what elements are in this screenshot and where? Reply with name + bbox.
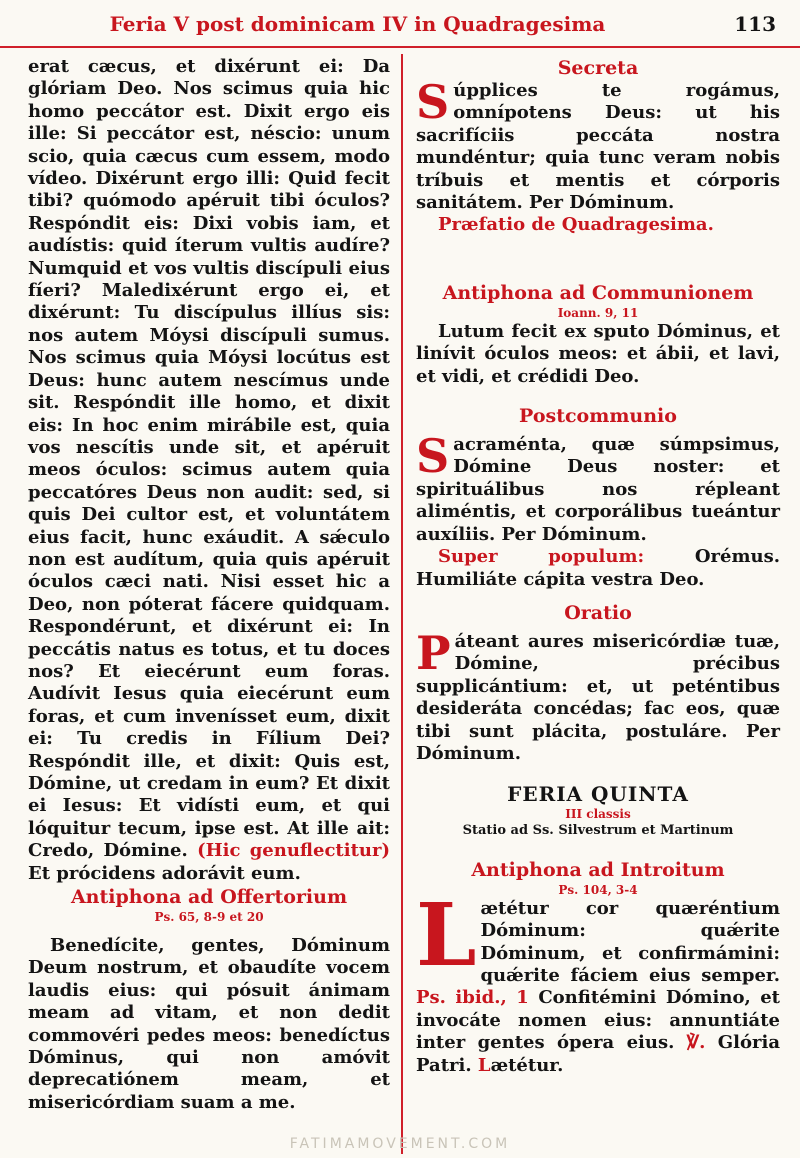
secreta-initial: S: [416, 75, 450, 129]
postcommunio-title: Postcommunio: [519, 405, 677, 428]
introit-initial: L: [416, 884, 477, 986]
feria-title: FERIA QUINTA: [507, 782, 689, 807]
classis: III classis: [565, 806, 631, 821]
right-column: [416, 56, 780, 1077]
offertory-title: Antiphona ad Offertorium: [70, 886, 348, 909]
oratio-initial: P: [416, 625, 451, 680]
postcommunio-initial: S: [416, 429, 450, 484]
communion-title: Antiphona ad Communionem: [442, 281, 754, 304]
secreta-title: Secreta: [557, 57, 639, 79]
page-number: 113: [734, 12, 776, 36]
introit-title: Antiphona ad Introitum: [471, 858, 725, 881]
column-divider: [401, 54, 403, 1154]
secreta-text: Súpplices te rogámus, omnípotens Deus: ut his sacrifíciis peccáta nostra mundéntur; quia tunc veram nobis tríbuis et mentis et córporis sanitátem. Per Dóminum.: [416, 75, 780, 214]
postcommunio-text: Sacraménta, quæ súmpsimus, Dómine Deus noster: et spirituálibus nos répleant aliméntis, et corporálibus tueántur auxíliis. Per Dóminum.: [416, 429, 780, 545]
offertory-ref: Ps. 65, 8-9 et 20: [154, 910, 264, 925]
communion-ref: Ioann. 9, 11: [557, 305, 639, 320]
introit-ref: Ps. 104, 3-4: [558, 882, 638, 897]
offertory-text: Benedícite, gentes, Dóminum Deum nostrum, et obaudíte vocem laudis eius: qui pósuit ánimam meam ad vitam, et non dedit commovéri pedes meos: benedíctus Dóminus, qui non amóvit deprecatiónem meam, et misericórdiam suam a me.: [28, 935, 390, 1113]
statio: Statio ad Ss. Silvestrum et Martinum: [462, 822, 734, 838]
introit-text: Lætétur cor quæréntium Dóminum: quǽrite Dóminum, et confirmámini: quǽrite fáciem eius semper. Ps. ibid., 1 Confitémini Dómino, et invocáte nomen eius: annuntiáte inter gentes ópera eius. ℣. Glória Patri. Lætétur.: [416, 884, 780, 1076]
page-header: [0, 0, 800, 48]
watermark: FATIMAMOVEMENT.COM: [289, 1136, 511, 1152]
genuflect-rubric: (Hic genuflectitur): [197, 840, 390, 862]
prefatio: Præfatio de Quadragesima.: [438, 214, 714, 236]
super-populum: Super populum: Orémus. Humiliáte cápita vestra Deo.: [416, 546, 780, 590]
versicle-icon: ℣.: [686, 1032, 706, 1054]
oratio-text: Páteant aures misericórdiæ tuæ, Dómine, précibus supplicántium: et, ut peténtibus desideráta concédas; fac eos, quæ tibi sunt plácita, postuláre. Per Dóminum.: [416, 625, 780, 764]
left-column: [28, 56, 390, 1114]
communion-text: Lutum fecit ex sputo Dóminus, et linívit óculos meos: et ábii, et lavi, et vidi, et crédidi Deo.: [416, 320, 780, 387]
oratio-title: Oratio: [564, 601, 632, 624]
gospel-text: erat cæcus, et dixérunt ei: Da glóriam Deo. Nos scimus quia hic homo peccátor est. Dixit ergo eis ille: Si peccátor est, néscio: unum scio, quia cæcus cum essem, modo vídeo. Dixérunt ergo illi: Quid fecit tibi? quómodo apéruit tibi óculos? Respóndit eis: Dixi vobis iam, et audístis: quid íterum vultis audíre? Numquid et vos vultis discípuli eius fíeri? Maledixérunt ergo ei, et dixérunt: Tu discípulus illíus sis: nos autem Móysi discípuli sumus. Nos scimus quia Móysi locútus est Deus: hunc autem nescímus unde sit. Respóndit ille homo, et dixit eis: In hoc enim mirábile est, quia vos nescítis unde sit, et apéruit meos óculos: scimus autem quia peccatóres Deus non audit: sed, si quis Dei cultor est, et voluntátem eius facit, hunc exáudit. A sǽculo non est audítum, quia quis apéruit óculos cæci nati. Nisi esset hic a Deo, non póterat fácere quidquam. Respondérunt, et dixérunt ei: In peccátis natus es totus, et tu doces nos? Et eiecérunt eum foras. Audívit Iesus quia eiecérunt eum foras, et cum invenísset eum, dixit ei: Tu credis in Fílium Dei? Respóndit ille, et dixit: Quis est, Dómine, ut credam in eum? Et dixit ei Iesus: Et vidísti eum, et qui lóquitur tecum, ipse est. At ille ait: Credo, Dómine. (Hic genuflectitur) Et prócidens adorávit eum.: [28, 56, 390, 884]
running-title: Feria V post dominicam IV in Quadragesima: [109, 12, 606, 36]
